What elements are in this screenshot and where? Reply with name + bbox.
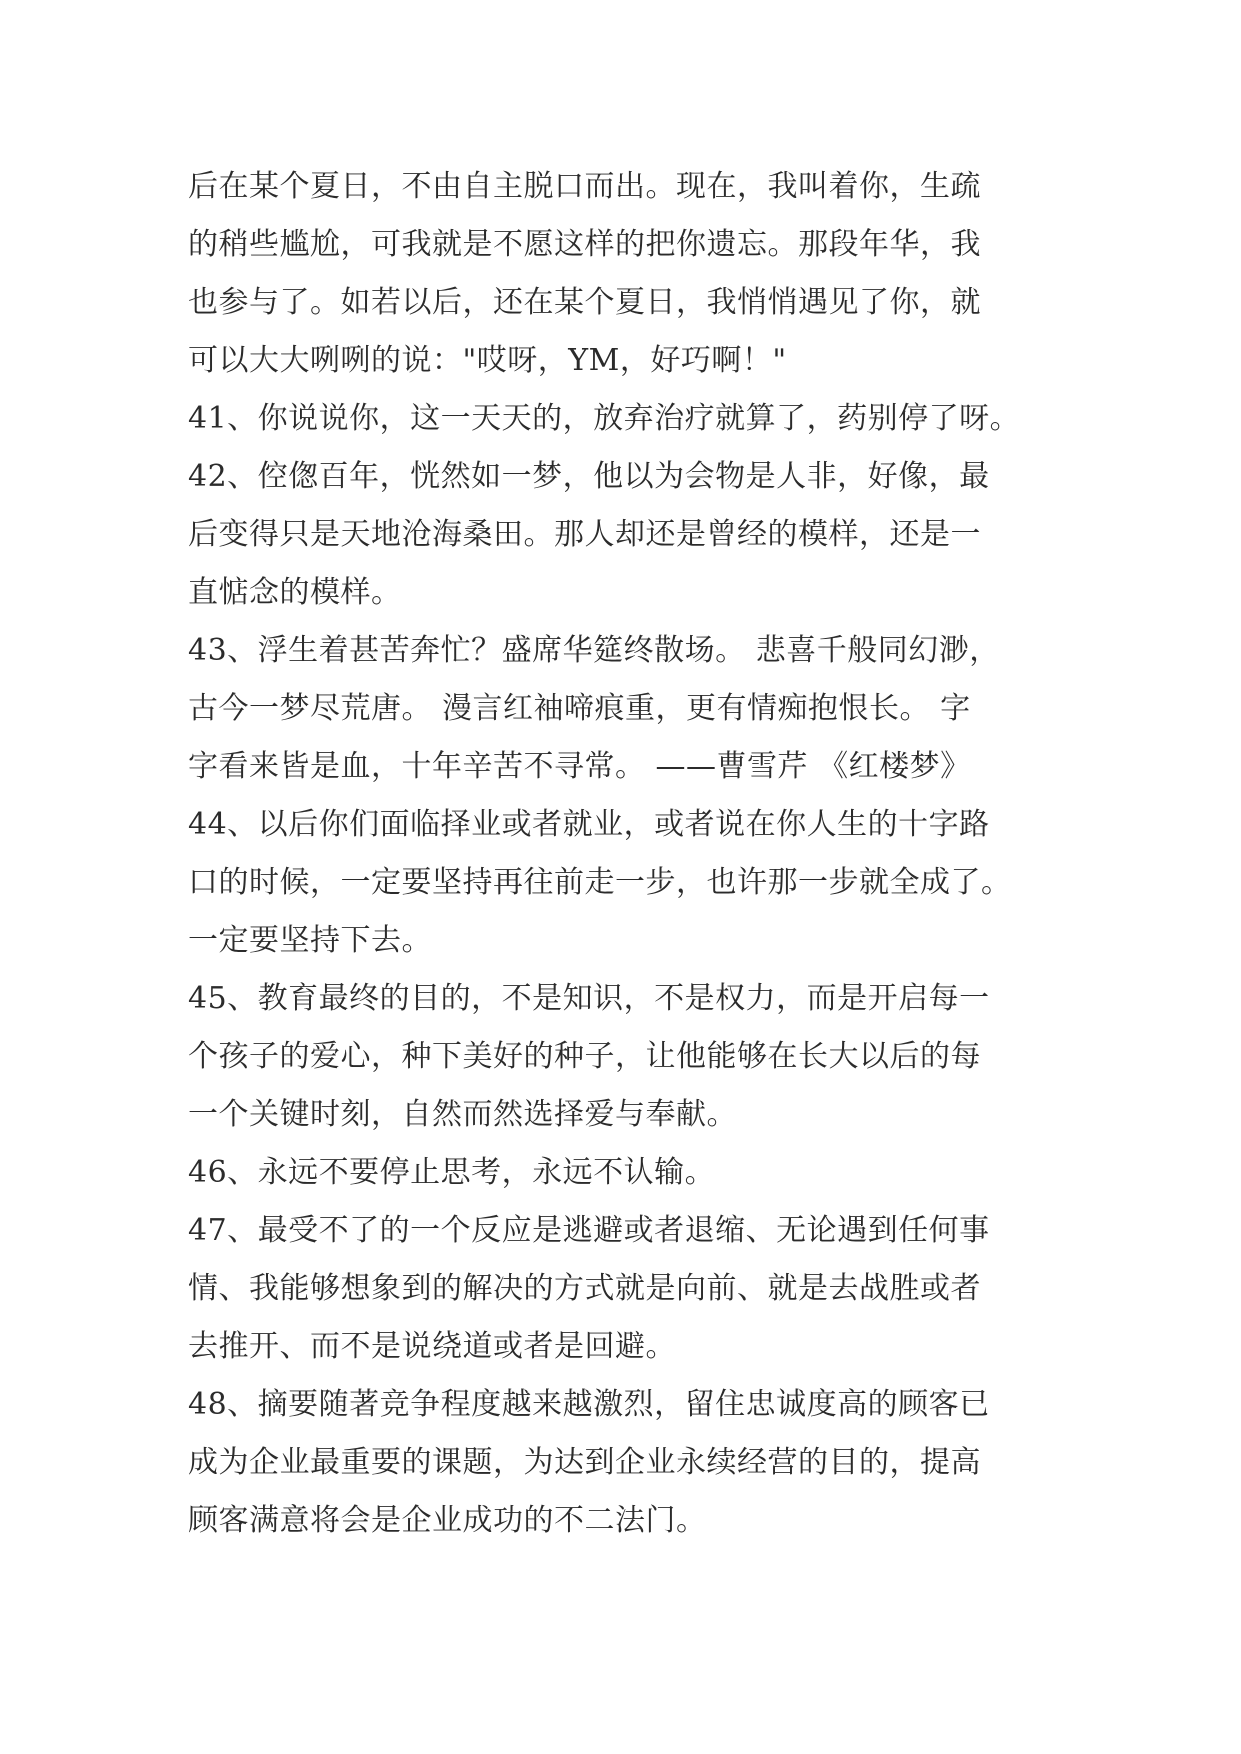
text-line: 44、以后你们面临择业或者就业，或者说在你人生的十字路 <box>188 807 990 842</box>
text-line: 古今一梦尽荒唐。 漫言红袖啼痕重，更有情痴抱恨长。 字 <box>188 691 971 726</box>
text-line: 也参与了。如若以后，还在某个夏日，我悄悄遇见了你，就 <box>188 285 981 320</box>
text-line: 一个关键时刻，自然而然选择爱与奉献。 <box>188 1097 737 1132</box>
text-line: 字看来皆是血，十年辛苦不寻常。 ——曹雪芹 《红楼梦》 <box>188 749 971 784</box>
text-line: 口的时候，一定要坚持再往前走一步，也许那一步就全成了。 <box>188 865 1012 900</box>
text-line: 42、倥偬百年，恍然如一梦，他以为会物是人非，好像，最 <box>188 459 990 494</box>
text-line: 去推开、而不是说绕道或者是回避。 <box>188 1329 676 1364</box>
text-line: 顾客满意将会是企业成功的不二法门。 <box>188 1503 707 1538</box>
text-line: 个孩子的爱心，种下美好的种子，让他能够在长大以后的每 <box>188 1039 981 1074</box>
text-line: 情、我能够想象到的解决的方式就是向前、就是去战胜或者 <box>188 1271 981 1306</box>
text-line: 成为企业最重要的课题，为达到企业永续经营的目的，提高 <box>188 1445 981 1480</box>
text-line: 41、你说说你，这一天天的，放弃治疗就算了，药别停了呀。 <box>188 401 1021 436</box>
text-line: 45、教育最终的目的，不是知识，不是权力，而是开启每一 <box>188 981 990 1016</box>
text-line: 的稍些尴尬，可我就是不愿这样的把你遗忘。那段年华，我 <box>188 227 981 262</box>
text-line: 直惦念的模样。 <box>188 575 402 610</box>
body-text <box>188 158 1068 1550</box>
text-line: 47、最受不了的一个反应是逃避或者退缩、无论遇到任何事 <box>188 1213 990 1248</box>
text-line: 后变得只是天地沧海桑田。那人却还是曾经的模样，还是一 <box>188 517 981 552</box>
text-line: 43、浮生着甚苦奔忙？盛席华筵终散场。 悲喜千般同幻渺， <box>188 633 1000 668</box>
text-line: 一定要坚持下去。 <box>188 923 432 958</box>
text-line: 后在某个夏日，不由自主脱口而出。现在，我叫着你，生疏 <box>188 169 981 204</box>
text-line: 可以大大咧咧的说："哎呀，YM，好巧啊！" <box>188 343 787 378</box>
text-line: 46、永远不要停止思考，永远不认输。 <box>188 1155 716 1190</box>
text-line: 48、摘要随著竞争程度越来越激烈，留住忠诚度高的顾客已 <box>188 1387 990 1422</box>
